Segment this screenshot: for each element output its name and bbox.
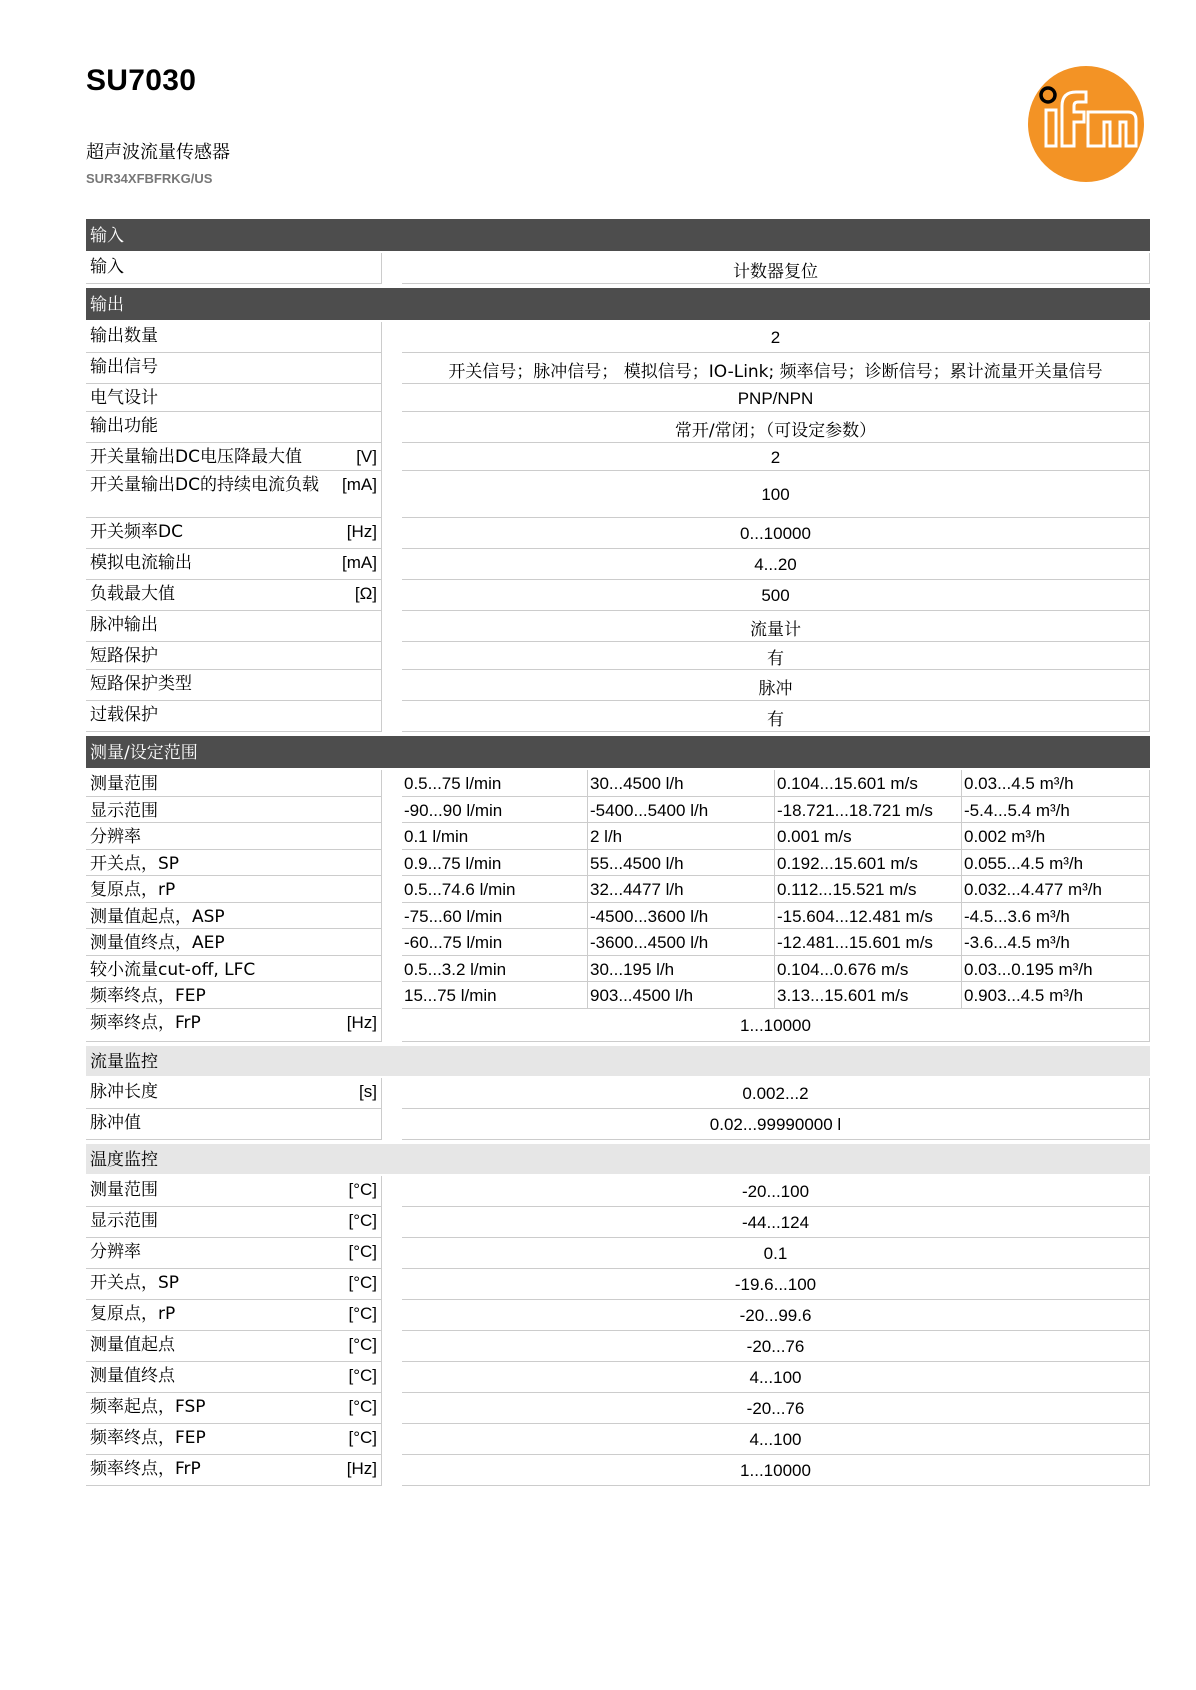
section-header-input: 输入 [86, 219, 1150, 251]
range-cell: 0.032...4.477 m³/h [962, 876, 1150, 903]
label-text: 过载保护 [90, 705, 158, 725]
spec-row [86, 549, 1150, 580]
spec-value: 1...10000 [402, 1009, 1150, 1042]
spec-row [86, 322, 1150, 353]
range-cell: -3.6...4.5 m³/h [962, 929, 1150, 956]
spec-label [86, 642, 382, 670]
spec-value: 0...10000 [402, 518, 1150, 549]
spec-label [86, 549, 382, 580]
label-text: 电气设计 [90, 388, 158, 408]
label-text: 脉冲值 [90, 1112, 141, 1133]
spec-value: 脉冲 [402, 670, 1150, 701]
spec-row [86, 701, 1150, 732]
unit-text: [Ω] [354, 584, 377, 603]
label-text: 测量范围 [90, 1179, 158, 1200]
range-cell: 0.104...0.676 m/s [775, 956, 962, 983]
spec-value: 流量计 [402, 611, 1150, 642]
spec-value: 4...100 [402, 1424, 1150, 1455]
label-text: 测量值起点，ASP [90, 906, 225, 927]
unit-text: [Hz] [346, 1012, 377, 1032]
label-text: 复原点，rP [90, 1303, 176, 1324]
spec-value: -20...76 [402, 1331, 1150, 1362]
spec-row [86, 1300, 1150, 1331]
range-cell: -15.604...12.481 m/s [775, 903, 962, 930]
unit-text: [°C] [348, 1241, 377, 1261]
spec-row [86, 353, 1150, 384]
label-text: 输出信号 [90, 357, 158, 377]
spec-label [86, 253, 382, 284]
spec-row [86, 580, 1150, 611]
spec-label [86, 903, 382, 930]
unit-text: [°C] [348, 1427, 377, 1447]
range-cell: 0.5...75 l/min [402, 770, 588, 797]
unit-text: [°C] [348, 1365, 377, 1385]
unit-text: [s] [359, 1081, 377, 1101]
spec-value: -20...76 [402, 1393, 1150, 1424]
spec-label [86, 850, 382, 877]
unit-text: [Hz] [346, 522, 377, 541]
label-text: 测量值终点 [90, 1365, 175, 1386]
spec-row [86, 384, 1150, 412]
range-cell: 0.5...74.6 l/min [402, 876, 588, 903]
spec-label [86, 611, 382, 642]
spec-label [86, 1331, 382, 1362]
label-text: 开关频率DC [90, 522, 183, 542]
spec-row [86, 1176, 1150, 1207]
unit-text: [°C] [348, 1210, 377, 1230]
spec-value: 4...100 [402, 1362, 1150, 1393]
spec-value: -44...124 [402, 1207, 1150, 1238]
range-row [86, 770, 1150, 797]
spec-label [86, 701, 382, 732]
range-cell: -90...90 l/min [402, 797, 588, 824]
range-cell: 0.192...15.601 m/s [775, 850, 962, 877]
spec-label [86, 770, 382, 797]
spec-label [86, 1269, 382, 1300]
spec-value: 100 [402, 471, 1150, 518]
label-text: 负载最大值 [90, 584, 175, 604]
spec-label [86, 1009, 382, 1042]
spec-label [86, 1300, 382, 1331]
spec-row [86, 642, 1150, 670]
spec-value: 1...10000 [402, 1455, 1150, 1486]
spec-row [86, 253, 1150, 284]
spec-row [86, 518, 1150, 549]
range-row [86, 850, 1150, 877]
label-text: 开关量输出DC的持续电流负载 [90, 475, 319, 495]
range-cell: 3.13...15.601 m/s [775, 982, 962, 1009]
range-cell: 55...4500 l/h [588, 850, 775, 877]
spec-label [86, 353, 382, 384]
label-text: 频率终点，FEP [90, 986, 206, 1006]
unit-text: [V] [356, 447, 377, 466]
spec-row [86, 1455, 1150, 1486]
label-text: 开关点，SP [90, 1272, 180, 1293]
label-text: 模拟电流输出 [90, 553, 192, 573]
unit-text: [°C] [348, 1334, 377, 1354]
range-cell: 0.5...3.2 l/min [402, 956, 588, 983]
range-cell: 0.002 m³/h [962, 823, 1150, 850]
range-row [86, 876, 1150, 903]
spec-label [86, 956, 382, 983]
product-title: SU7030 [86, 64, 197, 97]
label-text: 输出数量 [90, 326, 158, 346]
label-text: 频率终点，FEP [90, 1427, 206, 1448]
section-header-temp: 温度监控 [86, 1144, 1150, 1174]
range-cell: 30...4500 l/h [588, 770, 775, 797]
label-text: 开关点，SP [90, 853, 180, 874]
label-text: 分辨率 [90, 827, 141, 847]
spec-value: -20...100 [402, 1176, 1150, 1207]
spec-label [86, 823, 382, 850]
range-cell: -12.481...15.601 m/s [775, 929, 962, 956]
spec-label [86, 876, 382, 903]
spec-row [86, 1424, 1150, 1455]
spec-value: 4...20 [402, 549, 1150, 580]
spec-label [86, 580, 382, 611]
spec-row [86, 1331, 1150, 1362]
label-text: 测量范围 [90, 774, 158, 794]
spec-label [86, 1207, 382, 1238]
range-cell: 32...4477 l/h [588, 876, 775, 903]
label-text: 测量值起点 [90, 1334, 175, 1355]
range-cell: -5400...5400 l/h [588, 797, 775, 824]
spec-row [86, 1238, 1150, 1269]
spec-value: 开关信号；脉冲信号； 模拟信号；IO-Link; 频率信号；诊断信号；累计流量开关量信号 [402, 353, 1150, 384]
range-row [86, 903, 1150, 930]
range-row [86, 823, 1150, 850]
ifm-logo [1026, 64, 1146, 184]
spec-label [86, 443, 382, 471]
range-row [86, 956, 1150, 983]
label-text: 分辨率 [90, 1241, 141, 1262]
spec-value: 常开/常闭；（可设定参数） [402, 412, 1150, 443]
range-cell: -4.5...3.6 m³/h [962, 903, 1150, 930]
label-text: 开关量输出DC电压降最大值 [90, 447, 302, 467]
spec-label [86, 982, 382, 1009]
unit-text: [mA] [342, 553, 377, 572]
spec-label [86, 471, 382, 518]
range-cell: -3600...4500 l/h [588, 929, 775, 956]
range-cell: 0.112...15.521 m/s [775, 876, 962, 903]
range-cell: -18.721...18.721 m/s [775, 797, 962, 824]
spec-row [86, 1362, 1150, 1393]
label-text: 短路保护类型 [90, 674, 192, 694]
range-cell: 903...4500 l/h [588, 982, 775, 1009]
spec-label [86, 929, 382, 956]
label-text: 短路保护 [90, 646, 158, 666]
spec-row [86, 1393, 1150, 1424]
section-header-flow: 流量监控 [86, 1046, 1150, 1076]
range-cell: 0.9...75 l/min [402, 850, 588, 877]
spec-value: 0.02...99990000 l [402, 1109, 1150, 1140]
spec-row [86, 1269, 1150, 1300]
range-cell: -4500...3600 l/h [588, 903, 775, 930]
product-subtitle: 超声波流量传感器 [86, 142, 230, 163]
range-cell: -5.4...5.4 m³/h [962, 797, 1150, 824]
spec-label [86, 1109, 382, 1140]
spec-label [86, 1176, 382, 1207]
spec-label [86, 797, 382, 824]
range-cell: 0.055...4.5 m³/h [962, 850, 1150, 877]
spec-label [86, 670, 382, 701]
spec-value: -20...99.6 [402, 1300, 1150, 1331]
label-text: 脉冲长度 [90, 1081, 158, 1102]
label-text: 频率终点，FrP [90, 1012, 201, 1033]
spec-value: 0.1 [402, 1238, 1150, 1269]
spec-label [86, 1455, 382, 1486]
range-row [86, 929, 1150, 956]
range-cell: 0.03...0.195 m³/h [962, 956, 1150, 983]
spec-row [86, 611, 1150, 642]
label-text: 较小流量cut-off, LFC [90, 959, 256, 980]
spec-value: PNP/NPN [402, 384, 1150, 412]
spec-row [86, 1078, 1150, 1109]
spec-value: -19.6...100 [402, 1269, 1150, 1300]
spec-label [86, 1078, 382, 1109]
unit-text: [Hz] [346, 1458, 377, 1478]
spec-label [86, 1238, 382, 1269]
spec-row [86, 471, 1150, 518]
spec-row [86, 670, 1150, 701]
range-cell: 0.1 l/min [402, 823, 588, 850]
label-text: 脉冲输出 [90, 615, 158, 635]
label-text: 显示范围 [90, 800, 158, 821]
range-cell: 2 l/h [588, 823, 775, 850]
section-header-output: 输出 [86, 288, 1150, 320]
spec-row-frp [86, 1009, 1150, 1042]
range-row [86, 797, 1150, 824]
product-code: SUR34XFBFRKG/US [86, 171, 213, 186]
range-cell: 15...75 l/min [402, 982, 588, 1009]
spec-table [86, 219, 1150, 1486]
spec-row [86, 412, 1150, 443]
range-cell: 0.001 m/s [775, 823, 962, 850]
label-text: 测量值终点，AEP [90, 933, 225, 953]
label-text: 频率终点，FrP [90, 1458, 201, 1479]
spec-value: 0.002...2 [402, 1078, 1150, 1109]
spec-value: 有 [402, 642, 1150, 670]
spec-label [86, 1424, 382, 1455]
range-cell: 0.104...15.601 m/s [775, 770, 962, 797]
spec-label [86, 412, 382, 443]
unit-text: [°C] [348, 1179, 377, 1199]
unit-text: [°C] [348, 1272, 377, 1292]
label-text: 输入 [90, 257, 124, 277]
spec-value: 2 [402, 322, 1150, 353]
spec-row [86, 1109, 1150, 1140]
spec-value: 有 [402, 701, 1150, 732]
range-cell: 0.03...4.5 m³/h [962, 770, 1150, 797]
spec-label [86, 322, 382, 353]
spec-value: 计数器复位 [402, 253, 1150, 284]
range-cell: -75...60 l/min [402, 903, 588, 930]
spec-label [86, 518, 382, 549]
spec-value: 2 [402, 443, 1150, 471]
unit-text: [°C] [348, 1303, 377, 1323]
section-header-range: 测量/设定范围 [86, 736, 1150, 768]
spec-label [86, 384, 382, 412]
unit-text: [°C] [348, 1396, 377, 1416]
spec-label [86, 1362, 382, 1393]
unit-text: [mA] [342, 475, 377, 494]
label-text: 显示范围 [90, 1210, 158, 1231]
spec-value: 500 [402, 580, 1150, 611]
label-text: 复原点，rP [90, 880, 176, 900]
range-cell: 0.903...4.5 m³/h [962, 982, 1150, 1009]
range-cell: -60...75 l/min [402, 929, 588, 956]
range-row [86, 982, 1150, 1009]
label-text: 频率起点，FSP [90, 1396, 206, 1417]
spec-row [86, 1207, 1150, 1238]
spec-row [86, 443, 1150, 471]
spec-label [86, 1393, 382, 1424]
label-text: 输出功能 [90, 416, 158, 436]
range-cell: 30...195 l/h [588, 956, 775, 983]
